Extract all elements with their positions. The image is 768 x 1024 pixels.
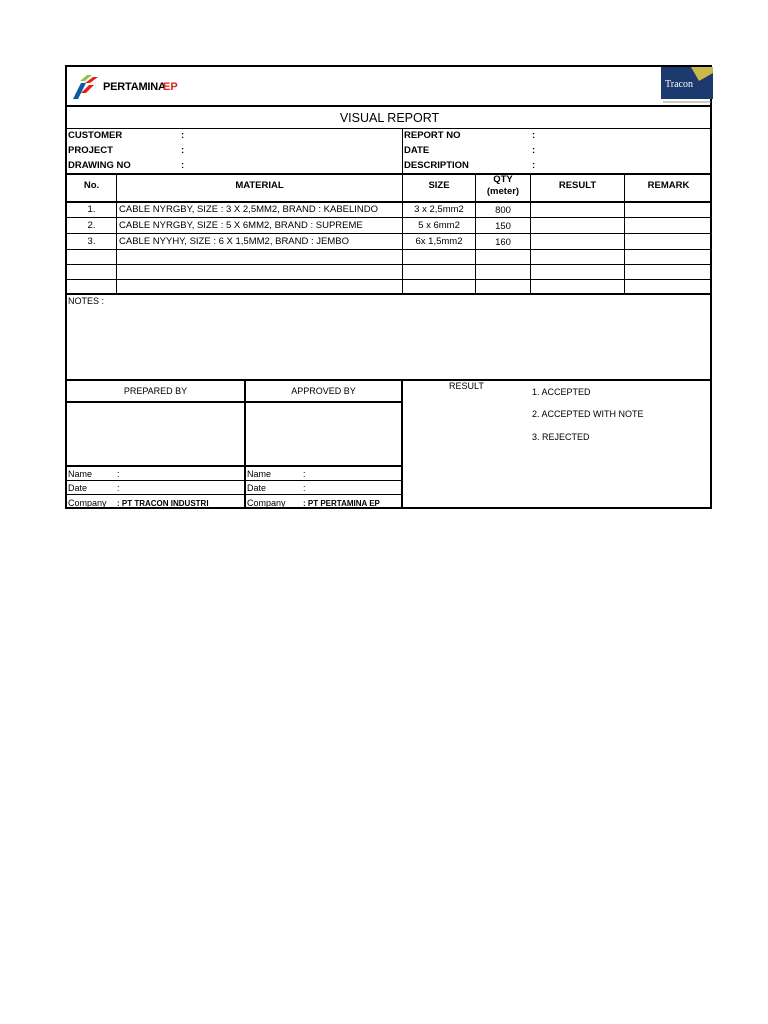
row-size: 6x 1,5mm2 (415, 236, 463, 247)
prepared-company-label: Company (68, 498, 107, 508)
column-header-qty-unit: (meter) (486, 186, 520, 197)
project-colon: : (181, 145, 185, 156)
approved-company-label: Company (247, 498, 286, 508)
pertamina-logo-text: PERTAMINA (103, 81, 166, 93)
result-option-accepted: 1. ACCEPTED (532, 387, 591, 397)
divider (67, 279, 712, 280)
divider (67, 201, 712, 203)
description-label: DESCRIPTION (404, 160, 469, 171)
result-option-accepted-with-note: 2. ACCEPTED WITH NOTE (532, 409, 644, 419)
row-material: CABLE NYYHY, SIZE : 6 X 1,5MM2, BRAND : JEMBO (119, 236, 350, 247)
prepared-by-label: PREPARED BY (123, 386, 188, 396)
divider (244, 380, 246, 509)
visual-report-sheet (65, 65, 712, 509)
divider (67, 293, 712, 295)
divider (67, 494, 402, 495)
row-no: 2. (87, 220, 96, 231)
prepared-name-colon: : (117, 469, 120, 479)
prepared-company-value: : PT TRACON INDUSTRI (117, 499, 209, 508)
column-header-size: SIZE (428, 180, 450, 191)
row-qty: 160 (495, 237, 511, 248)
divider (67, 233, 712, 234)
result-option-rejected: 3. REJECTED (532, 432, 590, 442)
date-colon: : (532, 145, 536, 156)
notes-label: NOTES : (68, 296, 105, 306)
row-material: CABLE NYRGBY, SIZE : 3 X 2,5MM2, BRAND : KABELINDO (119, 204, 379, 215)
divider (67, 465, 402, 467)
report-no-label: REPORT NO (404, 130, 461, 141)
divider (67, 480, 402, 481)
approved-name-label: Name (247, 469, 272, 479)
divider (67, 105, 712, 107)
column-header-no: No. (83, 180, 100, 191)
tracon-logo-text: Tracon (665, 79, 693, 90)
page-title: VISUAL REPORT (339, 111, 440, 125)
row-size: 5 x 6mm2 (418, 220, 460, 231)
divider (624, 174, 625, 294)
approved-date-colon: : (303, 483, 306, 493)
pertamina-ep-logo (71, 73, 191, 101)
column-header-material: MATERIAL (235, 180, 284, 191)
divider (402, 174, 403, 294)
drawing-no-label: DRAWING NO (68, 160, 131, 171)
pertamina-logo-suffix: EP (163, 81, 178, 93)
divider (530, 174, 531, 294)
approved-by-label: APPROVED BY (291, 386, 356, 396)
divider (401, 380, 403, 509)
tracon-logo (661, 67, 713, 105)
row-qty: 800 (495, 205, 511, 216)
divider (67, 249, 712, 250)
divider (67, 379, 712, 381)
approved-date-label: Date (247, 483, 267, 493)
result-label: RESULT (449, 381, 484, 391)
customer-colon: : (181, 130, 185, 141)
row-size: 3 x 2,5mm2 (414, 204, 464, 215)
report-no-colon: : (532, 130, 536, 141)
prepared-name-label: Name (68, 469, 93, 479)
row-material: CABLE NYRGBY, SIZE : 5 X 6MM2, BRAND : SUPREME (119, 220, 363, 231)
prepared-date-label: Date (68, 483, 88, 493)
customer-label: CUSTOMER (68, 130, 123, 141)
row-qty: 150 (495, 221, 511, 232)
description-colon: : (532, 160, 536, 171)
approved-name-colon: : (303, 469, 306, 479)
column-header-remark: REMARK (647, 180, 690, 191)
column-header-result: RESULT (558, 180, 597, 191)
divider (402, 128, 403, 174)
divider (67, 401, 402, 403)
project-label: PROJECT (68, 145, 113, 156)
row-no: 1. (87, 204, 96, 215)
divider (67, 128, 712, 129)
column-header-qty: QTY (493, 174, 513, 185)
approved-company-value: : PT PERTAMINA EP (303, 499, 380, 508)
divider (67, 217, 712, 218)
prepared-date-colon: : (117, 483, 120, 493)
divider (67, 264, 712, 265)
row-no: 3. (87, 236, 96, 247)
divider (67, 173, 712, 175)
date-label: DATE (404, 145, 430, 156)
divider (116, 174, 117, 294)
drawing-no-colon: : (181, 160, 185, 171)
